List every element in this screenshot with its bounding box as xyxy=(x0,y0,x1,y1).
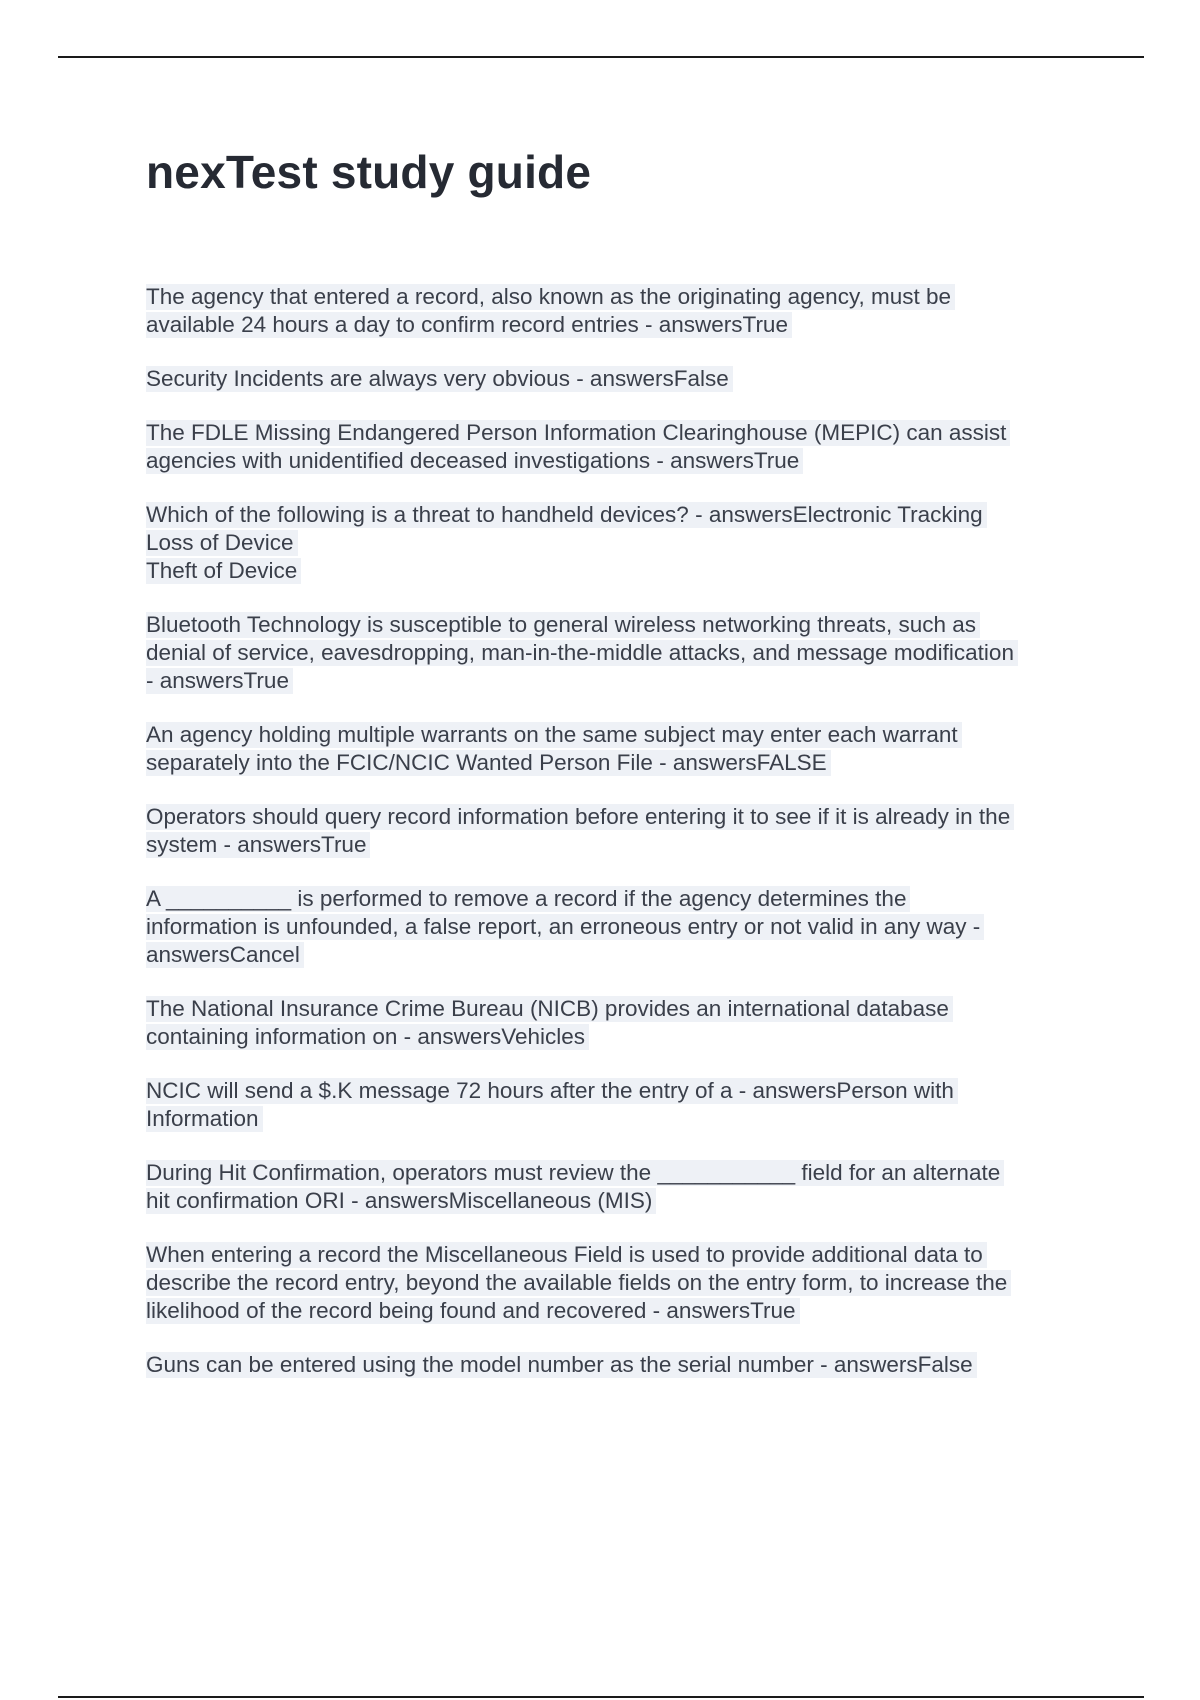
qa-text: system - answersTrue xyxy=(146,832,370,858)
qa-text: Security Incidents are always very obvious - answersFalse xyxy=(146,366,733,392)
qa-line xyxy=(146,831,1086,859)
qa-line xyxy=(146,1297,1086,1325)
qa-line xyxy=(146,557,1086,585)
qa-text: describe the record entry, beyond the available fields on the entry form, to increase the xyxy=(146,1270,1011,1296)
qa-text: Theft of Device xyxy=(146,558,301,584)
qa-text: Bluetooth Technology is susceptible to general wireless networking threats, such as xyxy=(146,612,980,638)
footer-rule xyxy=(58,1696,1144,1698)
qa-line xyxy=(146,1269,1086,1297)
qa-line xyxy=(146,611,1086,639)
qa-line xyxy=(146,283,1086,311)
qa-text: agencies with unidentified deceased investigations - answersTrue xyxy=(146,448,803,474)
qa-item-7 xyxy=(146,803,1086,859)
qa-text: Loss of Device xyxy=(146,530,298,556)
qa-text: containing information on - answersVehicles xyxy=(146,1024,589,1050)
qa-text: hit confirmation ORI - answersMiscellaneous (MIS) xyxy=(146,1188,656,1214)
qa-text: likelihood of the record being found and recovered - answersTrue xyxy=(146,1298,800,1324)
qa-line xyxy=(146,913,1086,941)
qa-text: The agency that entered a record, also known as the originating agency, must be xyxy=(146,284,955,310)
qa-text: Operators should query record information before entering it to see if it is already in the xyxy=(146,804,1014,830)
qa-text: separately into the FCIC/NCIC Wanted Person File - answersFALSE xyxy=(146,750,831,776)
qa-line xyxy=(146,667,1086,695)
qa-text: The National Insurance Crime Bureau (NICB) provides an international database xyxy=(146,996,953,1022)
qa-line xyxy=(146,501,1086,529)
qa-line xyxy=(146,1241,1086,1269)
qa-item-4 xyxy=(146,501,1086,585)
qa-item-6 xyxy=(146,721,1086,777)
qa-item-9 xyxy=(146,995,1086,1051)
qa-item-10 xyxy=(146,1077,1086,1133)
qa-item-2 xyxy=(146,365,1086,393)
qa-text: Which of the following is a threat to handheld devices? - answersElectronic Tracking xyxy=(146,502,987,528)
qa-item-5 xyxy=(146,611,1086,695)
qa-item-11 xyxy=(146,1159,1086,1215)
qa-item-3 xyxy=(146,419,1086,475)
qa-line xyxy=(146,365,1086,393)
qa-line xyxy=(146,885,1086,913)
qa-line xyxy=(146,529,1086,557)
qa-text: The FDLE Missing Endangered Person Information Clearinghouse (MEPIC) can assist xyxy=(146,420,1010,446)
qa-line xyxy=(146,311,1086,339)
header-rule xyxy=(58,56,1144,58)
qa-line xyxy=(146,941,1086,969)
qa-text: answersCancel xyxy=(146,942,304,968)
qa-text: available 24 hours a day to confirm record entries - answersTrue xyxy=(146,312,792,338)
qa-line xyxy=(146,1159,1086,1187)
qa-list xyxy=(146,283,1086,1405)
qa-item-1 xyxy=(146,283,1086,339)
qa-line xyxy=(146,447,1086,475)
qa-line xyxy=(146,1105,1086,1133)
qa-line xyxy=(146,803,1086,831)
qa-item-12 xyxy=(146,1241,1086,1325)
qa-line xyxy=(146,1023,1086,1051)
qa-line xyxy=(146,1187,1086,1215)
qa-item-13 xyxy=(146,1351,1086,1379)
qa-line xyxy=(146,419,1086,447)
page-title: nexTest study guide xyxy=(146,146,592,198)
qa-text: Guns can be entered using the model number as the serial number - answersFalse xyxy=(146,1352,977,1378)
qa-text: information is unfounded, a false report, an erroneous entry or not valid in any way - xyxy=(146,914,984,940)
qa-text: An agency holding multiple warrants on the same subject may enter each warrant xyxy=(146,722,962,748)
qa-line xyxy=(146,1077,1086,1105)
qa-line xyxy=(146,721,1086,749)
qa-text: NCIC will send a $.K message 72 hours after the entry of a - answersPerson with xyxy=(146,1078,958,1104)
qa-text: Information xyxy=(146,1106,263,1132)
qa-text: When entering a record the Miscellaneous Field is used to provide additional data to xyxy=(146,1242,987,1268)
qa-line xyxy=(146,995,1086,1023)
qa-text: denial of service, eavesdropping, man-in-the-middle attacks, and message modification xyxy=(146,640,1018,666)
qa-item-8 xyxy=(146,885,1086,969)
qa-text: During Hit Confirmation, operators must review the ___________ field for an alternate xyxy=(146,1160,1004,1186)
qa-line xyxy=(146,1351,1086,1379)
qa-line xyxy=(146,749,1086,777)
qa-text: - answersTrue xyxy=(146,668,293,694)
qa-text: A __________ is performed to remove a record if the agency determines the xyxy=(146,886,910,912)
qa-line xyxy=(146,639,1086,667)
